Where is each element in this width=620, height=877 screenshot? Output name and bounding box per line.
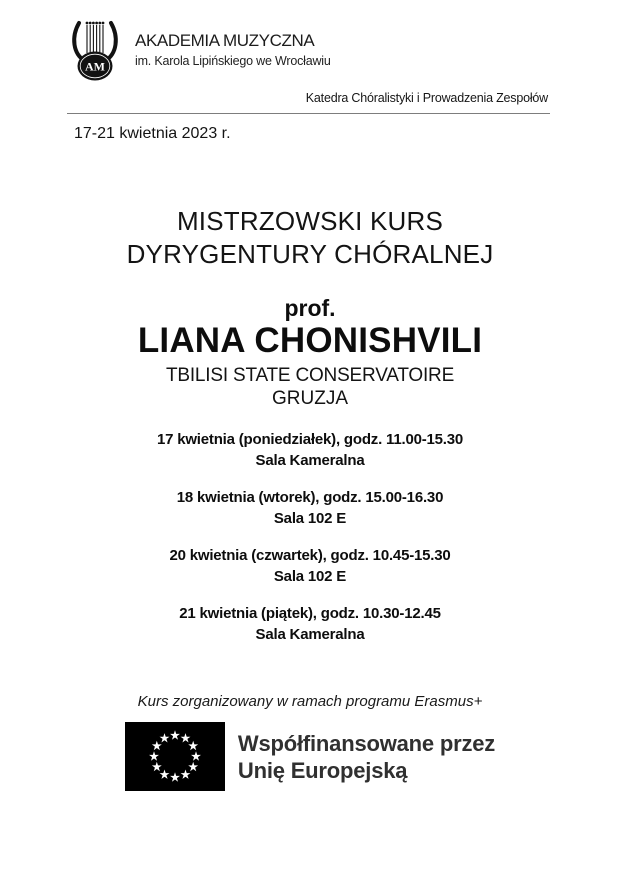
institution-name: AKADEMIA MUZYCZNA xyxy=(135,31,315,50)
schedule-venue: Sala 102 E xyxy=(273,568,347,585)
schedule-item xyxy=(0,603,620,645)
eu-funding-text xyxy=(238,730,495,784)
eu-funding-block xyxy=(0,722,620,791)
program-note: Kurs zorganizowany w ramach programu Erasmus+ xyxy=(137,693,483,710)
eu-funding-line1: Współfinansowane przez xyxy=(237,730,496,756)
course-title-line1: MISTRZOWSKI KURS xyxy=(176,206,444,236)
course-title-line2: DYRYGENTURY CHÓRALNEJ xyxy=(126,239,494,269)
schedule-datetime: 20 kwietnia (czwartek), godz. 10.45-15.30 xyxy=(169,547,451,564)
schedule-item xyxy=(0,487,620,529)
event-date-range: 17-21 kwietnia 2023 r. xyxy=(74,125,231,142)
schedule-venue: Sala 102 E xyxy=(273,510,347,527)
eu-flag-icon xyxy=(125,722,225,791)
schedule-datetime: 17 kwietnia (poniedziałek), godz. 11.00-15.30 xyxy=(156,431,464,448)
logo-monogram: AM xyxy=(85,59,105,74)
academy-logo lyre-icon xyxy=(66,19,124,82)
schedule-datetime: 18 kwietnia (wtorek), godz. 15.00-16.30 xyxy=(176,489,444,506)
schedule-venue: Sala Kameralna xyxy=(255,626,365,643)
eu-funding-line2: Unię Europejską xyxy=(237,757,408,783)
schedule-list xyxy=(0,429,620,661)
professor-affiliation: TBILISI STATE CONSERVATOIRE xyxy=(165,365,455,386)
header-divider xyxy=(67,113,550,114)
schedule-item xyxy=(0,429,620,471)
professor-country: GRUZJA xyxy=(272,388,348,409)
institution-block xyxy=(135,31,331,68)
professor-name: LIANA CHONISHVILI xyxy=(137,321,483,360)
institution-subtitle: im. Karola Lipińskiego we Wrocławiu xyxy=(135,54,331,68)
schedule-venue: Sala Kameralna xyxy=(255,452,365,469)
schedule-item xyxy=(0,545,620,587)
schedule-datetime: 21 kwietnia (piątek), godz. 10.30-12.45 xyxy=(179,605,441,622)
professor-title: prof. xyxy=(284,295,336,321)
course-title xyxy=(0,205,620,271)
department-name: Katedra Chóralistyki i Prowadzenia Zespołów xyxy=(305,91,548,105)
